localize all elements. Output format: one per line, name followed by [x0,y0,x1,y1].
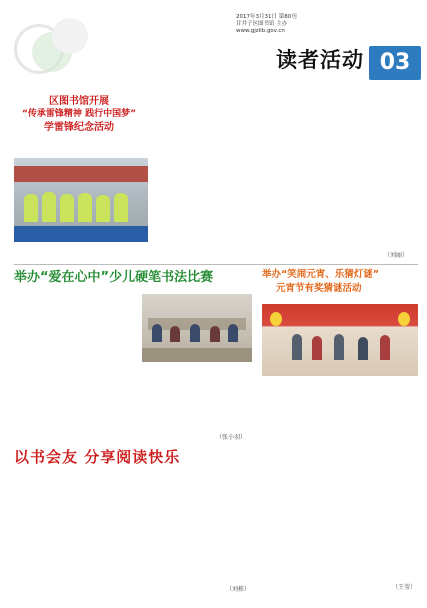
article2-title: 举办“爱在心中”少儿硬笔书法比赛 [14,270,214,285]
article4-byline: （刘栋） [226,586,251,593]
article3-byline: （王莹） [392,584,417,591]
article2-body [14,292,138,442]
article4-body-continued [140,472,254,582]
article2-byline: （张小羽） [216,434,247,441]
article4-title-block [14,446,254,468]
date-line: 2017年3月31日 第80刊 [236,14,297,20]
article3-body [262,382,418,580]
article1-title-line1: 区图书馆开展 [49,96,109,107]
article1-body-continued [252,94,418,244]
article4-body [14,472,134,590]
article1-byline: （刘丽） [384,252,409,259]
article3-title-line2: 元宵节有奖猜谜活动 [276,283,362,294]
article1-photo [14,158,148,242]
article3-title-block [262,268,418,300]
article2-title-block [14,268,254,288]
issue-number-badge: 03 [369,46,421,80]
article2-photo [142,294,252,362]
article1-title-block [14,95,144,151]
section-divider [14,264,418,265]
publication-info [236,14,336,35]
section-title: 读者活动 [276,48,364,72]
page-header [6,6,421,82]
article3-title-line1: 举办“笑闹元宵、乐猜灯谜” [262,269,379,280]
article2-body-continued [142,368,252,432]
article1-title-line3: 学雷锋纪念活动 [44,122,114,133]
article1-title-line2: “传承雷锋精神 践行中国梦” [22,109,136,119]
article1-body [152,94,248,264]
article3-photo [262,304,418,376]
article4-title: 以书会友 分享阅读快乐 [14,448,181,466]
publication-logo [14,14,134,76]
url-line: www.gjzlib.gov.cn [236,28,285,34]
org-line: 甘井子区图书馆 主办 [236,21,288,27]
